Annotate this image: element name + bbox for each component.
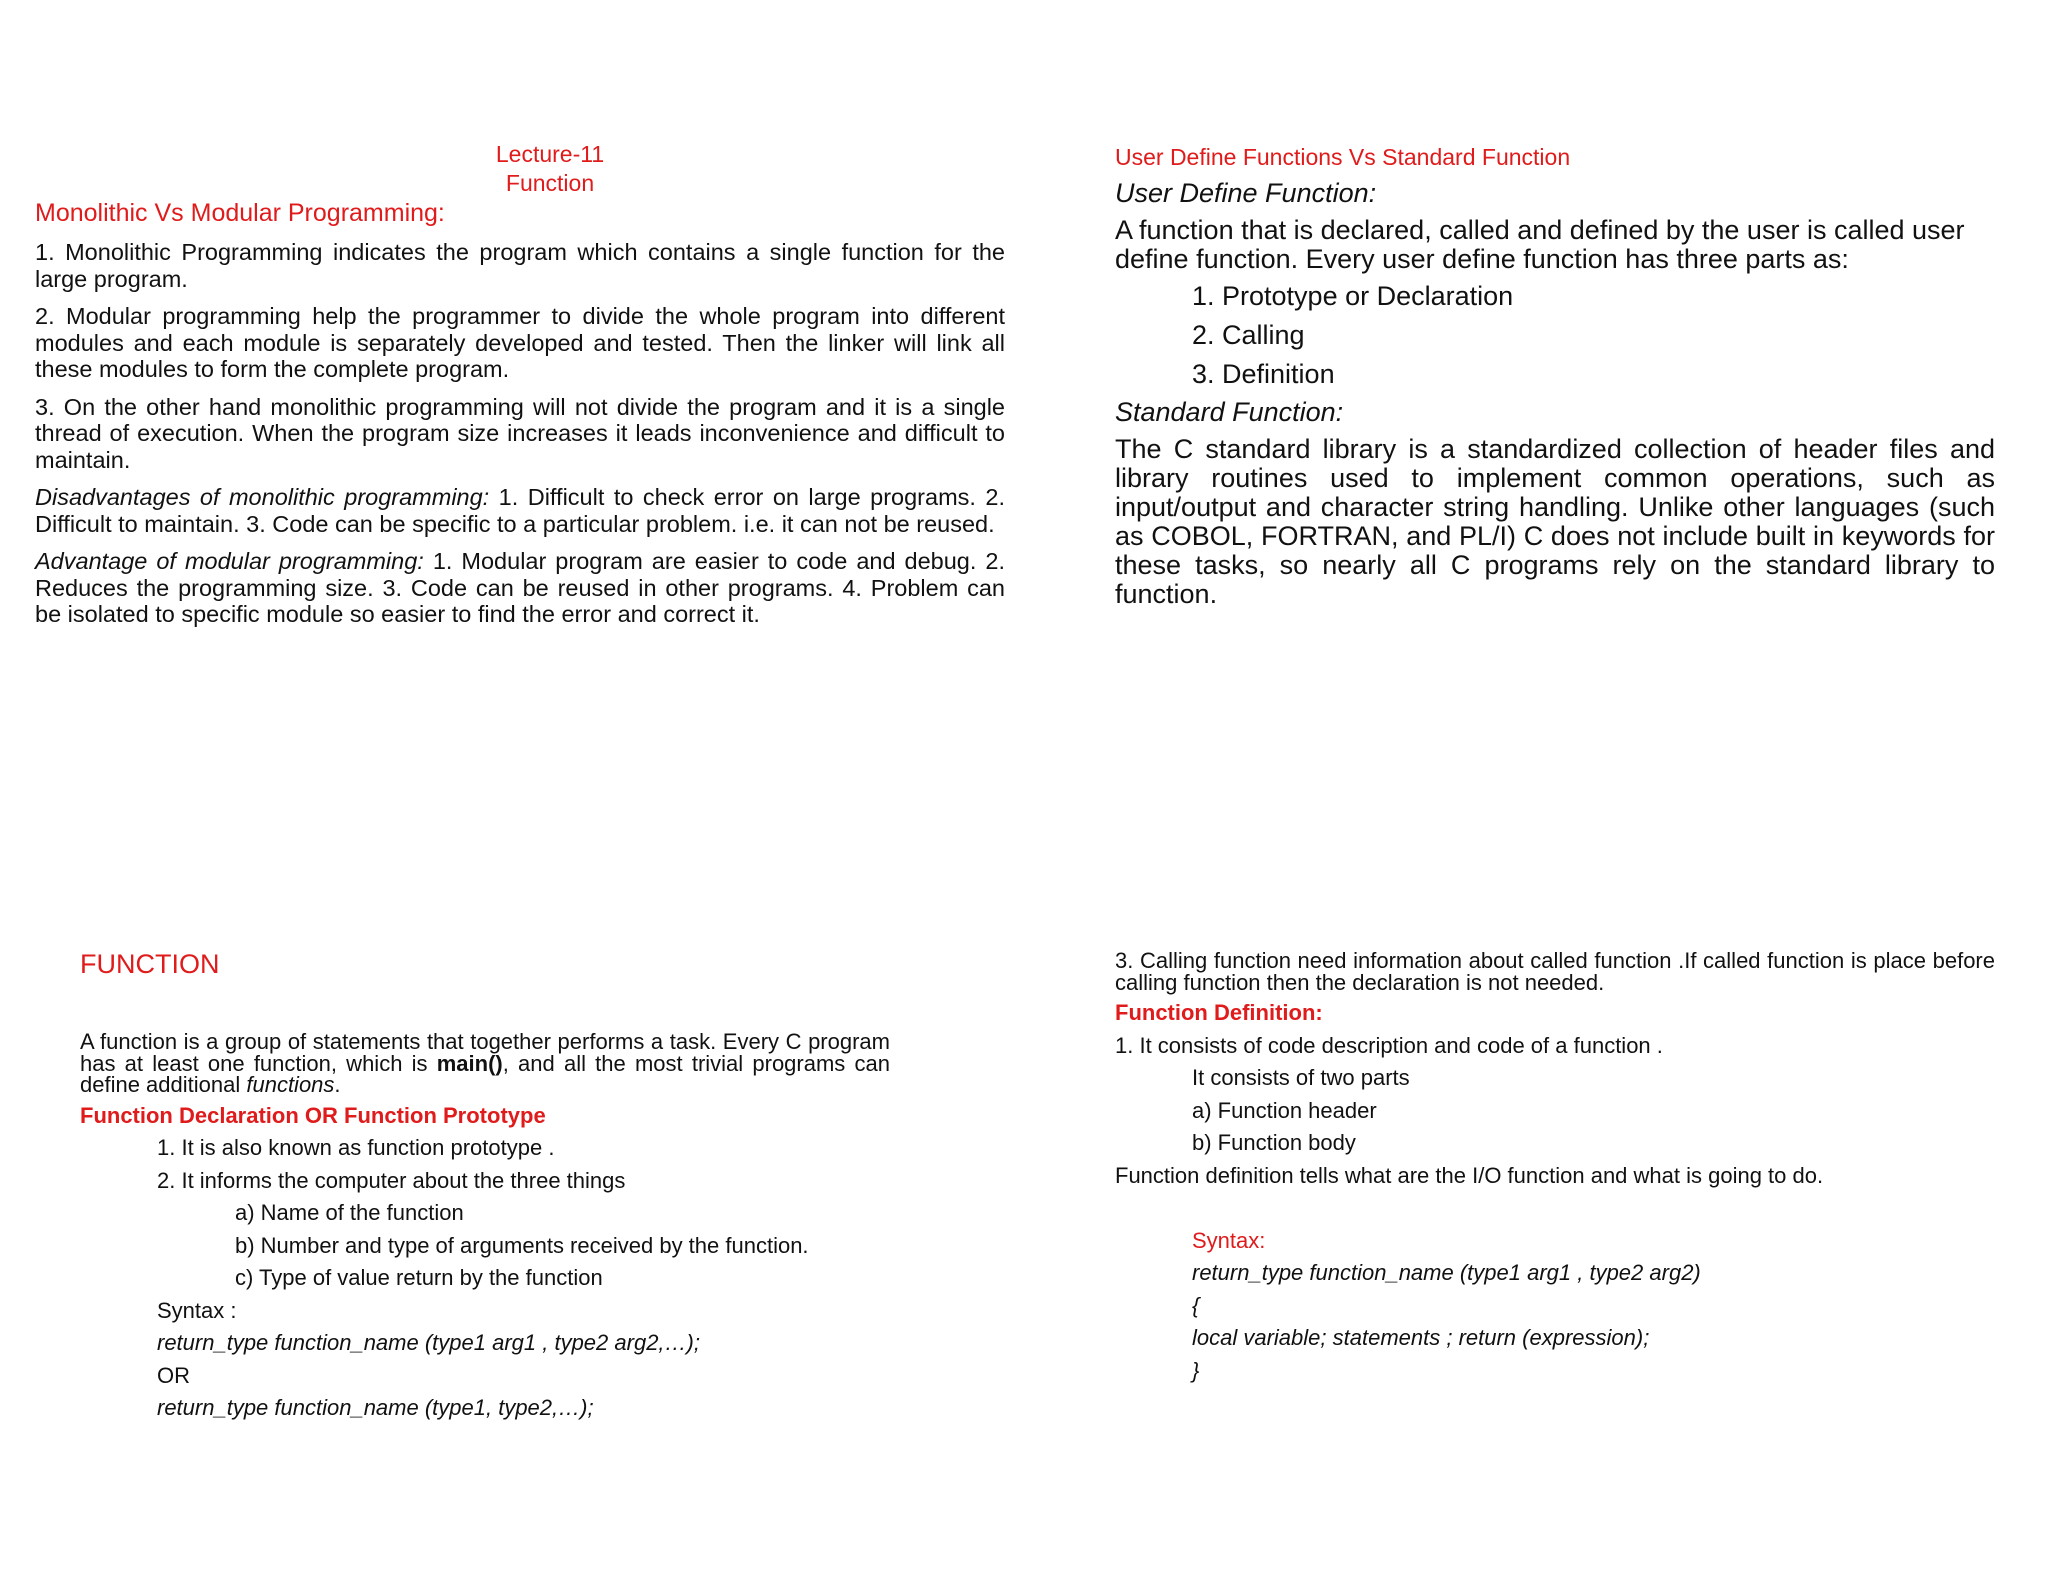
intro-end: . — [334, 1072, 341, 1097]
thing-item: c) Type of value return by the function — [235, 1265, 603, 1290]
standard-text: The C standard library is a standardized collection of header files and library routines used to implement common operations, such as input/output and character string handling. Unlike other languages (such as COBOL, FORTRAN, and PL/I) C does not include built in keywords for these tasks, so nearly all C programs rely on the standard library to function. — [1115, 434, 1995, 609]
user-define-text: A function that is declared, called and defined by the user is called user define function. Every user define function has three parts as: — [1115, 215, 1965, 274]
disadvantages-label: Disadvantages of monolithic programming: — [35, 484, 490, 510]
advantage-text: 1. Modular program are easier to code and debug. 2. Reduces the programming size. 3. Code can be reused in other programs. 4. Problem can be isolated to specific module so easier to find the error and correct it. — [35, 548, 1005, 627]
parts-intro: It consists of two parts — [1192, 1065, 1410, 1090]
lecture-header — [445, 140, 655, 198]
disadvantages-text: 1. Difficult to check error on large programs. 2. Difficult to maintain. 3. Code can be specific to a particular problem. i.e. it can not be reused. — [35, 484, 1005, 537]
syntax-label: Syntax: — [1192, 1227, 1266, 1253]
slide-monolithic-vs-modular — [35, 140, 1005, 628]
part-item: 3. Definition — [1192, 359, 1335, 389]
part-item: 1. Prototype or Declaration — [1192, 281, 1514, 311]
syntax-line-2: local variable; statements ; return (expression); — [1192, 1325, 1650, 1350]
slide-function-definition — [1115, 950, 1995, 1386]
syntax-line-1: return_type function_name (type1 arg1 , type2 arg2,…); — [157, 1330, 700, 1355]
lecture-topic: Function — [505, 170, 595, 196]
monolithic-point-1: 1. Monolithic Programming indicates the program which contains a single function for the large program. — [35, 239, 1005, 292]
intro-part1: A function is a group of statements that together performs a task. Every C program has at least one function, which is — [80, 1029, 890, 1076]
thing-item: a) Name of the function — [235, 1200, 464, 1225]
calling-point-3: 3. Calling function need information about called function .If called function is place before calling function then the declaration is not needed. — [1115, 948, 1995, 995]
advantage-label: Advantage of modular programming: — [35, 548, 424, 574]
declaration-line-2: 2. It informs the computer about the three things — [157, 1167, 626, 1193]
syntax-line-2: return_type function_name (type1, type2,…); — [157, 1395, 594, 1420]
intro-functions: functions — [246, 1072, 335, 1097]
declaration-line-1: 1. It is also known as function prototype . — [157, 1135, 555, 1160]
standard-heading: Standard Function: — [1115, 397, 1344, 427]
brace-close: } — [1192, 1357, 1200, 1383]
section-title: Monolithic Vs Modular Programming: — [35, 199, 445, 227]
intro-main: main() — [436, 1050, 503, 1076]
part-item: 2. Calling — [1192, 320, 1305, 350]
intro-part2: , and all the most trivial programs can define additional — [80, 1050, 890, 1097]
user-define-heading: User Define Function: — [1115, 178, 1377, 208]
syntax-line-1: return_type function_name (type1 arg1 , type2 arg2) — [1192, 1260, 1701, 1285]
slide-function — [80, 947, 890, 1423]
part-a: a) Function header — [1192, 1097, 1377, 1123]
declaration-heading: Function Declaration OR Function Prototype — [80, 1102, 546, 1128]
part-b: b) Function body — [1192, 1130, 1356, 1155]
thing-item: b) Number and type of arguments received by the function. — [235, 1232, 809, 1258]
lecture-number: Lecture-11 — [495, 141, 605, 167]
function-intro — [80, 1031, 890, 1096]
modular-point-2: 2. Modular programming help the programmer to divide the whole program into different modules and each module is separately developed and tested. Then the linker will link all these modules to form the complete program. — [35, 303, 1005, 382]
definition-tells: Function definition tells what are the I/O function and what is going to do. — [1115, 1162, 1824, 1188]
advantage-paragraph — [35, 548, 1005, 628]
slide-title: User Define Functions Vs Standard Function — [1115, 144, 1571, 170]
monolithic-point-3: 3. On the other hand monolithic programming will not divide the program and it is a single thread of execution. When the program size increases it leads inconvenience and difficult to maintain. — [35, 393, 1005, 473]
syntax-label: Syntax : — [157, 1297, 237, 1323]
function-title: FUNCTION — [80, 949, 220, 979]
definition-line-1: 1. It consists of code description and code of a function . — [1115, 1032, 1663, 1058]
brace-open: { — [1192, 1292, 1200, 1318]
slide-user-vs-standard — [1115, 142, 1995, 609]
syntax-or: OR — [157, 1362, 190, 1388]
definition-heading: Function Definition: — [1115, 1000, 1323, 1025]
disadvantages-paragraph — [35, 484, 1005, 537]
